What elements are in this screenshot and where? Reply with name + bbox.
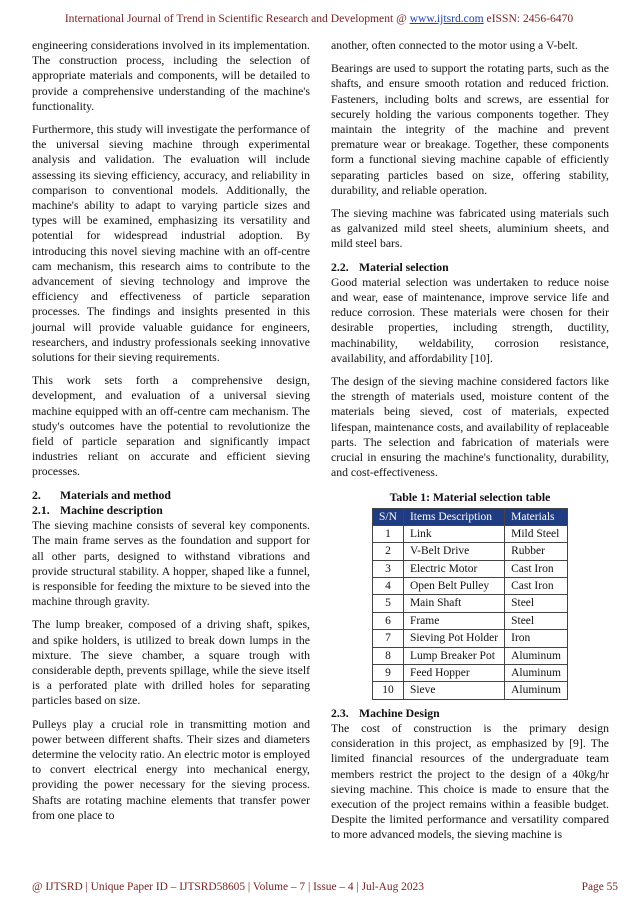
table-cell: Link bbox=[403, 525, 504, 542]
paragraph: The sieving machine consists of several key components. The main frame serves as the foundation and support for all other parts, designed to withstand vibrations and provide structural stability. A hopper, shaped like a funnel, is responsible for feeding the mixture to be sieved into the machine through gravity. bbox=[32, 519, 310, 609]
subsection-heading: 2.3. Machine Design bbox=[331, 706, 440, 720]
column-header: Items Description bbox=[403, 508, 504, 525]
running-header bbox=[0, 12, 638, 25]
paragraph: engineering considerations involved in its implementation. The construction process, including the selection of appropriate materials and components, will be detailed to provide a comprehensive understanding of the machine's functionality. bbox=[32, 39, 310, 113]
table-row bbox=[373, 525, 568, 542]
journal-name: International Journal of Trend in Scientific Research and Development @ bbox=[64, 12, 410, 25]
table-cell: 9 bbox=[373, 664, 404, 681]
table-cell: 7 bbox=[373, 630, 404, 647]
table-row bbox=[373, 612, 568, 629]
table-cell: Lump Breaker Pot bbox=[403, 647, 504, 664]
paragraph: This work sets forth a comprehensive design, development, and evaluation of a universal sieving machine equipped with an off-centre cam mechanism. The study's outcomes have the potential to revolutionize the field of particle separation and significantly impact industries reliant on accurate and efficient sieving processes. bbox=[32, 374, 310, 479]
left-column bbox=[32, 38, 310, 831]
table-cell: Open Belt Pulley bbox=[403, 577, 504, 594]
subsection-heading: 2.1. Machine description bbox=[32, 503, 163, 517]
table-row bbox=[373, 664, 568, 681]
paragraph: The cost of construction is the primary design consideration in this project, as emphasized by [9]. The limited financial resources of the undergraduate team members restrict the project to the design of a 40kg/hr sieving machine. This choice is made to ensure that the execution of the project remains within a feasible budget. Despite the limited performance and versatility compared to more advanced models, the sieving machine is bbox=[331, 721, 609, 842]
table-row bbox=[373, 682, 568, 699]
table-cell: 1 bbox=[373, 525, 404, 542]
paragraph: Good material selection was undertaken to reduce noise and wear, ease of maintenance, improve service life and reduce corrosion. These materials were chosen for their desirable properties, including strength, ductility, machinability, weldability, corrosion resistance, availability, and affordability [10]. bbox=[331, 275, 609, 365]
column-header: Materials bbox=[505, 508, 568, 525]
journal-url-link[interactable]: www.ijtsrd.com bbox=[409, 12, 484, 25]
table-row bbox=[373, 560, 568, 577]
table-cell: V-Belt Drive bbox=[403, 543, 504, 560]
table-cell: Sieve bbox=[403, 682, 504, 699]
table-cell: Frame bbox=[403, 612, 504, 629]
table-cell: Main Shaft bbox=[403, 595, 504, 612]
journal-issn: eISSN: 2456-6470 bbox=[483, 12, 574, 25]
table-cell: Feed Hopper bbox=[403, 664, 504, 681]
table-cell: Electric Motor bbox=[403, 560, 504, 577]
table-cell: 3 bbox=[373, 560, 404, 577]
table-cell: Steel bbox=[505, 612, 568, 629]
page-number: Page 55 bbox=[581, 881, 618, 893]
table-cell: Rubber bbox=[505, 543, 568, 560]
table-cell: 2 bbox=[373, 543, 404, 560]
table-cell: Cast Iron bbox=[505, 560, 568, 577]
table-caption: Table 1: Material selection table bbox=[389, 491, 551, 505]
paragraph: The lump breaker, composed of a driving shaft, spikes, and spike holders, is utilized to break down lumps in the mixture. The sieve chamber, a square trough with considerable depth, prevents spillage, while the sieve itself is a perforated plate with drilled holes for separating particles based on size. bbox=[32, 618, 310, 708]
table-row bbox=[373, 595, 568, 612]
table-row bbox=[373, 543, 568, 560]
table-cell: Cast Iron bbox=[505, 577, 568, 594]
section-heading: 2. Materials and method bbox=[32, 488, 171, 502]
paragraph: another, often connected to the motor using a V-belt. bbox=[331, 39, 578, 52]
paragraph: Bearings are used to support the rotating parts, such as the shafts, and ensure smooth rotation and reduced friction. Fasteners, including bolts and screws, are essential for securely holding the various components together. They maintain the integrity of the machine and prevent premature wear or breakage. Together, these components form a functional sieving machine capable of efficiently separating particles based on size, offering stability, durability, and reliable operation. bbox=[331, 62, 609, 197]
table-cell: 10 bbox=[373, 682, 404, 699]
table-header-row bbox=[373, 508, 568, 525]
table-cell: Aluminum bbox=[505, 664, 568, 681]
table-row bbox=[373, 577, 568, 594]
table-cell: Steel bbox=[505, 595, 568, 612]
table-row bbox=[373, 647, 568, 664]
paragraph: The sieving machine was fabricated using materials such as galvanized mild steel sheets, aluminium sheets, and mild steel bars. bbox=[331, 207, 609, 251]
table-cell: Iron bbox=[505, 630, 568, 647]
table-cell: Aluminum bbox=[505, 647, 568, 664]
column-header: S/N bbox=[373, 508, 404, 525]
table-cell: Mild Steel bbox=[505, 525, 568, 542]
table-cell: Aluminum bbox=[505, 682, 568, 699]
table-cell: 6 bbox=[373, 612, 404, 629]
subsection-heading: 2.2. Material selection bbox=[331, 260, 449, 274]
table-cell: 8 bbox=[373, 647, 404, 664]
paragraph: The design of the sieving machine considered factors like the strength of materials used, moisture content of the materials being sieved, cost of materials, expected lifespan, maintenance costs, and availability of replaceable parts. The selection and fabrication of materials were crucial in ensuring the machine's functionality, durability, and cost-effectiveness. bbox=[331, 375, 609, 480]
table-cell: 4 bbox=[373, 577, 404, 594]
table-row bbox=[373, 630, 568, 647]
material-selection-table bbox=[372, 508, 568, 700]
paragraph: Furthermore, this study will investigate the performance of the universal sieving machine through experimental analysis and validation. The evaluation will include assessing its sieving efficiency, accuracy, and reliability in comparison to conventional models. Additionally, the machine's ability to adapt to varying particle sizes and types will be examined, emphasizing its versatility and potential for widespread industrial adoption. By introducing this novel sieving machine with an off-centre cam mechanism, this research aims to contribute to the advancement of sieving technology and improve the efficiency and effectiveness of particle separation processes. The findings and insights presented in this journal will provide valuable guidance for engineers, researchers, and industry professionals seeking innovative solutions for their sieving requirements. bbox=[32, 123, 310, 365]
table-cell: 5 bbox=[373, 595, 404, 612]
table-cell: Sieving Pot Holder bbox=[403, 630, 504, 647]
running-footer bbox=[32, 881, 618, 893]
right-column bbox=[331, 38, 609, 851]
paragraph: Pulleys play a crucial role in transmitting motion and power between different shafts. Their sizes and diameters determine the velocity ratio. An electric motor is employed to convert electrical energy into mechanical energy, providing the power necessary for the sieving process. Shafts are rotating machine elements that transfer power from one place to bbox=[32, 717, 310, 822]
footer-paper-info: @ IJTSRD | Unique Paper ID – IJTSRD58605 | Volume – 7 | Issue – 4 | Jul-Aug 2023 bbox=[32, 881, 424, 893]
